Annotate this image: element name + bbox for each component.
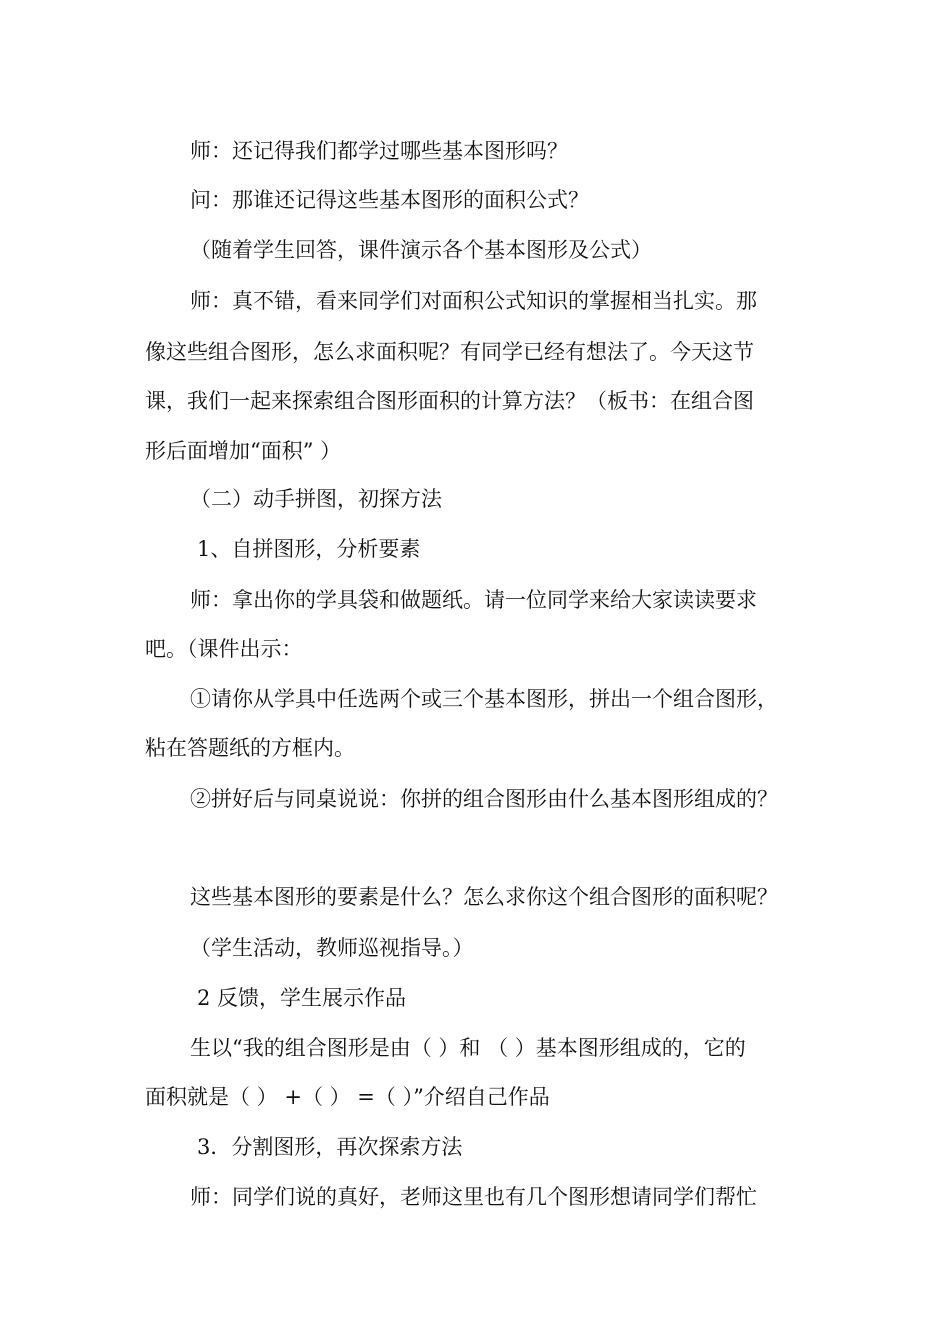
paragraph-line: 问：那谁还记得这些基本图形的面积公式？ (190, 188, 589, 212)
paragraph-line: 师：真不错，看来同学们对面积公式知识的掌握相当扎实。那 (190, 289, 757, 313)
paragraph-line: ②拼好后与同桌说说：你拼的组合图形由什么基本图形组成的？ (190, 787, 778, 811)
paragraph-line: 形后面增加“面积” ） (145, 439, 342, 463)
paragraph-line: （学生活动，教师巡视指导。） (190, 936, 474, 960)
paragraph-line: 师：还记得我们都学过哪些基本图形吗？ (190, 139, 568, 163)
paragraph-line: 生以“我的组合图形是由（ ）和 （ ）基本图形组成的，它的 (190, 1036, 746, 1060)
subsection-heading: 2 反馈，学生展示作品 (197, 986, 407, 1010)
paragraph-line: 师：拿出你的学具袋和做题纸。请一位同学来给大家读读要求 (190, 588, 757, 612)
section-heading: （二）动手拼图，初探方法 (190, 487, 442, 511)
subsection-heading: 1、自拼图形，分析要素 (197, 537, 421, 561)
paragraph-line: 课，我们一起来探索组合图形面积的计算方法？（板书：在组合图 (145, 389, 754, 413)
subsection-heading: 3．分割图形，再次探索方法 (197, 1135, 463, 1159)
paragraph-line: 这些基本图形的要素是什么？怎么求你这个组合图形的面积呢？ (190, 885, 778, 909)
paragraph-line: 粘在答题纸的方框内。 (145, 736, 355, 760)
paragraph-line: （随着学生回答，课件演示各个基本图形及公式） (190, 238, 652, 262)
paragraph-line: 师：同学们说的真好，老师这里也有几个图形想请同学们帮忙 (190, 1185, 757, 1209)
paragraph-line: 吧。（课件出示： (145, 637, 303, 661)
paragraph-line: 像这些组合图形，怎么求面积呢？有同学已经有想法了。今天这节 (145, 340, 754, 364)
paragraph-line: 面积就是（ ） +（ ） =（ ）”介绍自己作品 (145, 1085, 550, 1109)
paragraph-line: ①请你从学具中任选两个或三个基本图形，拼出一个组合图形， (190, 687, 778, 711)
